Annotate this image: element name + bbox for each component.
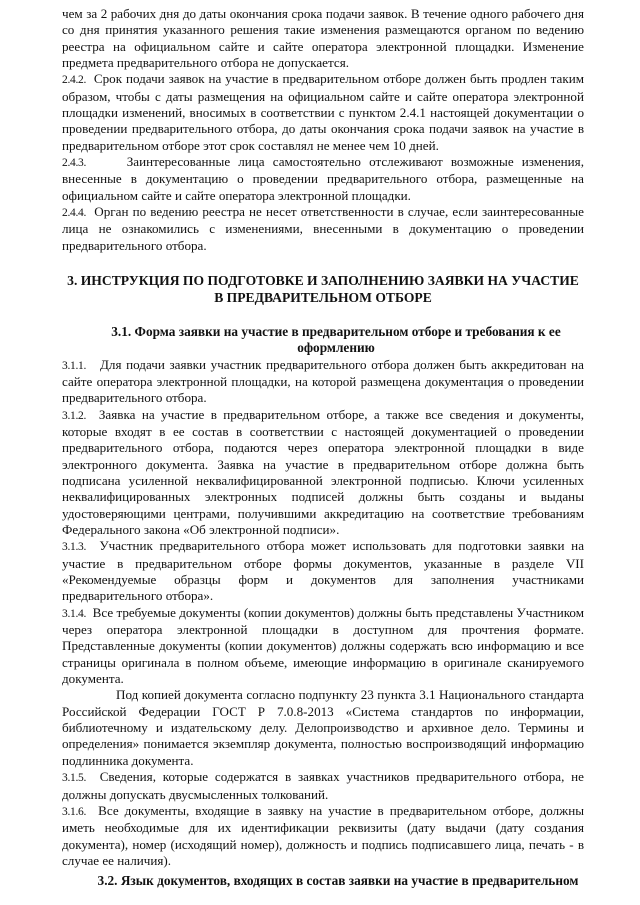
- paragraph-number: 3.1.3.: [62, 541, 87, 554]
- paragraph-number: 3.1.6.: [62, 805, 87, 818]
- subsection-3-1-title: 3.1. Форма заявки на участие в предварительном отборе и требования к ее оформлению: [111, 323, 561, 356]
- paragraph-text: Все требуемые документы (копии документов) должны быть представлены Участником через оператора электронной площадки в доступном для прочтения формате. Представленные документы (копии документов) должны содержать всю информацию и все страницы оригинала в полном объеме, имеющие информацию в оригинале сканируемого документа.: [62, 604, 584, 687]
- section-3-title: 3. ИНСТРУКЦИЯ ПО ПОДГОТОВКЕ И ЗАПОЛНЕНИЮ ЗАЯВКИ НА УЧАСТИЕ В ПРЕДВАРИТЕЛЬНОМ ОТБОРЕ: [67, 273, 579, 305]
- paragraph-3-1-6: [62, 803, 584, 869]
- paragraph-3-1-3: [62, 538, 584, 604]
- paragraph-continuation: [62, 6, 584, 71]
- paragraph-number: 2.4.2.: [62, 74, 87, 87]
- paragraph-text: чем за 2 рабочих дня до даты окончания срока подачи заявок. В течение одного рабочего дня со дня принятия указанного решения такие изменения размещаются органом по ведению реестра на официальном сайте и сайте оператора электронной площадки. Изменение предмета предварительного отбора не допускается.: [62, 6, 584, 71]
- paragraph-3-1-5: [62, 769, 584, 803]
- paragraph-text: Все документы, входящие в заявку на участие в предварительном отборе, должны иметь необходимые для их идентификации реквизиты (дату выдачи (дату создания документа), номер (исходящий номер), должность и подпись подписавшего лица, печать - в случае ее наличия).: [62, 802, 584, 868]
- paragraph-2-4-3: [62, 154, 584, 204]
- paragraph-text: Заявка на участие в предварительном отборе, а также все сведения и документы, которые входят в ее состав в соответствии с настоящей документацией о проведении предварительного отбора, подаются через оператора электронной площадки в виде электронного документа. Заявка на участие в предварительном отборе должна быть подписана усиленной неквалифицированной электронной подписью. Ключи усиленных неквалифицированных электронных подписей должны быть созданы и выданы удостоверяющими центрами, получившими аккредитацию на соответствие требованиям Федерального закона «Об электронной подписи».: [62, 406, 585, 537]
- paragraph-2-4-2: [62, 71, 584, 154]
- paragraph-2-4-4: [62, 204, 584, 254]
- paragraph-3-1-1: [62, 357, 584, 407]
- paragraph-text: Орган по ведению реестра не несет ответственности в случае, если заинтересованные лица не ознакомились с изменениями, внесенными в документацию о проведении предварительного отбора.: [62, 204, 584, 253]
- paragraph-text: Для подачи заявки участник предварительного отбора должен быть аккредитован на сайте оператора электронной площадки, на которой размещена документация о проведении предварительного отбора.: [62, 356, 584, 406]
- paragraph-text: Заинтересованные лица самостоятельно отслеживают возможные изменения, внесенные в документацию о проведении предварительного отбора, размещенные на официальном сайте и сайте оператора электронной площадки.: [62, 154, 584, 203]
- paragraph-3-1-4: [62, 605, 584, 688]
- paragraph-number: 3.1.1.: [62, 359, 87, 372]
- paragraph-text: Под копией документа согласно подпункту 23 пункта 3.1 Национального стандарта Российской Федерации ГОСТ Р 7.0.8-2013 «Система стандартов по информации, библиотечному и издательскому делу. Делопроизводство и архивное дело. Термины и определения» понимается экземпляр документа, полностью воспроизводящий информацию подлинника документа.: [62, 687, 584, 768]
- paragraph-number: 3.1.2.: [62, 409, 87, 422]
- paragraph-copy-definition: [62, 687, 584, 769]
- document-page: [62, 6, 584, 903]
- subsection-3-2-title: 3.2. Язык документов, входящих в состав заявки на участие в предварительном: [97, 873, 579, 889]
- paragraph-number: 3.1.5.: [62, 772, 87, 785]
- paragraph-number: 3.1.4.: [62, 607, 87, 620]
- paragraph-text: Сведения, которые содержатся в заявках участников предварительного отбора, не должны допускать двусмысленных толкований.: [62, 769, 584, 802]
- paragraph-text: Участник предварительного отбора может использовать для подготовки заявки на участие в предварительном отборе формы документов, указанные в разделе VII «Рекомендуемые образцы форм и документов для заполнения участниками предварительного отбора».: [62, 538, 584, 604]
- paragraph-3-1-2: [62, 407, 584, 539]
- paragraph-number: 2.4.4.: [62, 207, 87, 220]
- paragraph-text: Срок подачи заявок на участие в предварительном отборе должен быть продлен таким образом, чтобы с даты размещения на официальном сайте и сайте оператора электронной площадки изменений, вносимых в соответствии с пунктом 2.4.1 настоящей документации о проведении предварительного отбора, до даты окончания срока подачи заявок на участие в предварительном отборе этот срок составлял не менее чем 10 дней.: [62, 71, 584, 153]
- paragraph-number: 2.4.3.: [62, 157, 87, 170]
